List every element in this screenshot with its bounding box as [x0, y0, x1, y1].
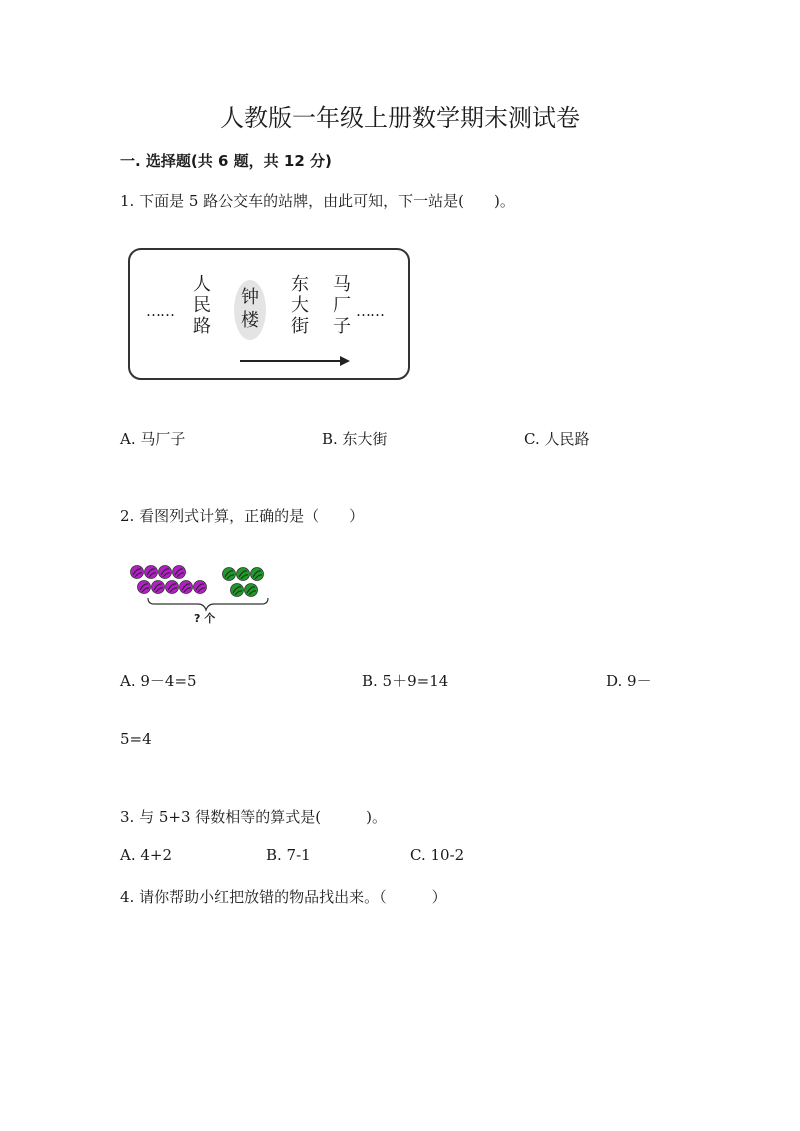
stop-machangzi: 马 厂 子 — [333, 274, 351, 337]
stop-renminlu: 人 民 路 — [193, 274, 211, 337]
purple-ball — [131, 566, 144, 579]
green-ball — [223, 568, 236, 581]
green-ball — [245, 584, 258, 597]
counting-balls-figure — [128, 560, 278, 630]
brace-label: ? 个 — [194, 612, 216, 625]
green-ball — [251, 568, 264, 581]
stop-dongdajie: 东 大 街 — [291, 274, 309, 337]
page-title: 人教版一年级上册数学期末测试卷 — [220, 104, 580, 132]
purple-ball — [173, 566, 186, 579]
purple-ball — [138, 581, 151, 594]
q1-option-c[interactable]: C. 人民路 — [524, 430, 590, 448]
purple-ball — [180, 581, 193, 594]
purple-ball — [194, 581, 207, 594]
sign-dots-left: …… — [146, 302, 174, 320]
question-4-text: 4. 请你帮助小红把放错的物品找出来。（ ） — [120, 888, 447, 906]
q2-option-a[interactable]: A. 9－4=5 — [120, 672, 197, 690]
q2-option-d[interactable]: D. 9－ — [606, 672, 652, 690]
question-2-text: 2. 看图列式计算，正确的是（ ） — [120, 507, 365, 525]
green-ball — [231, 584, 244, 597]
question-1-text: 1. 下面是 5 路公交车的站牌，由此可知，下一站是( )。 — [120, 192, 515, 210]
q3-option-b[interactable]: B. 7-1 — [266, 846, 311, 864]
purple-ball — [166, 581, 179, 594]
bus-stop-sign — [128, 248, 410, 380]
q3-option-c[interactable]: C. 10-2 — [410, 846, 465, 864]
purple-ball — [152, 581, 165, 594]
q2-option-d-continued: 5=4 — [120, 730, 152, 748]
grouping-brace — [148, 598, 268, 610]
q1-option-a[interactable]: A. 马厂子 — [120, 430, 186, 448]
q2-option-b[interactable]: B. 5＋9=14 — [362, 672, 449, 690]
q1-option-b[interactable]: B. 东大街 — [322, 430, 388, 448]
sign-dots-right: …… — [356, 302, 384, 320]
q3-option-a[interactable]: A. 4+2 — [120, 846, 173, 864]
stop-zhonglou-current: 钟 楼 — [241, 287, 259, 331]
section-heading: 一. 选择题(共 6 题，共 12 分) — [120, 152, 332, 170]
purple-ball — [159, 566, 172, 579]
question-3-text: 3. 与 5+3 得数相等的算式是( )。 — [120, 808, 387, 826]
green-ball — [237, 568, 250, 581]
purple-ball — [145, 566, 158, 579]
